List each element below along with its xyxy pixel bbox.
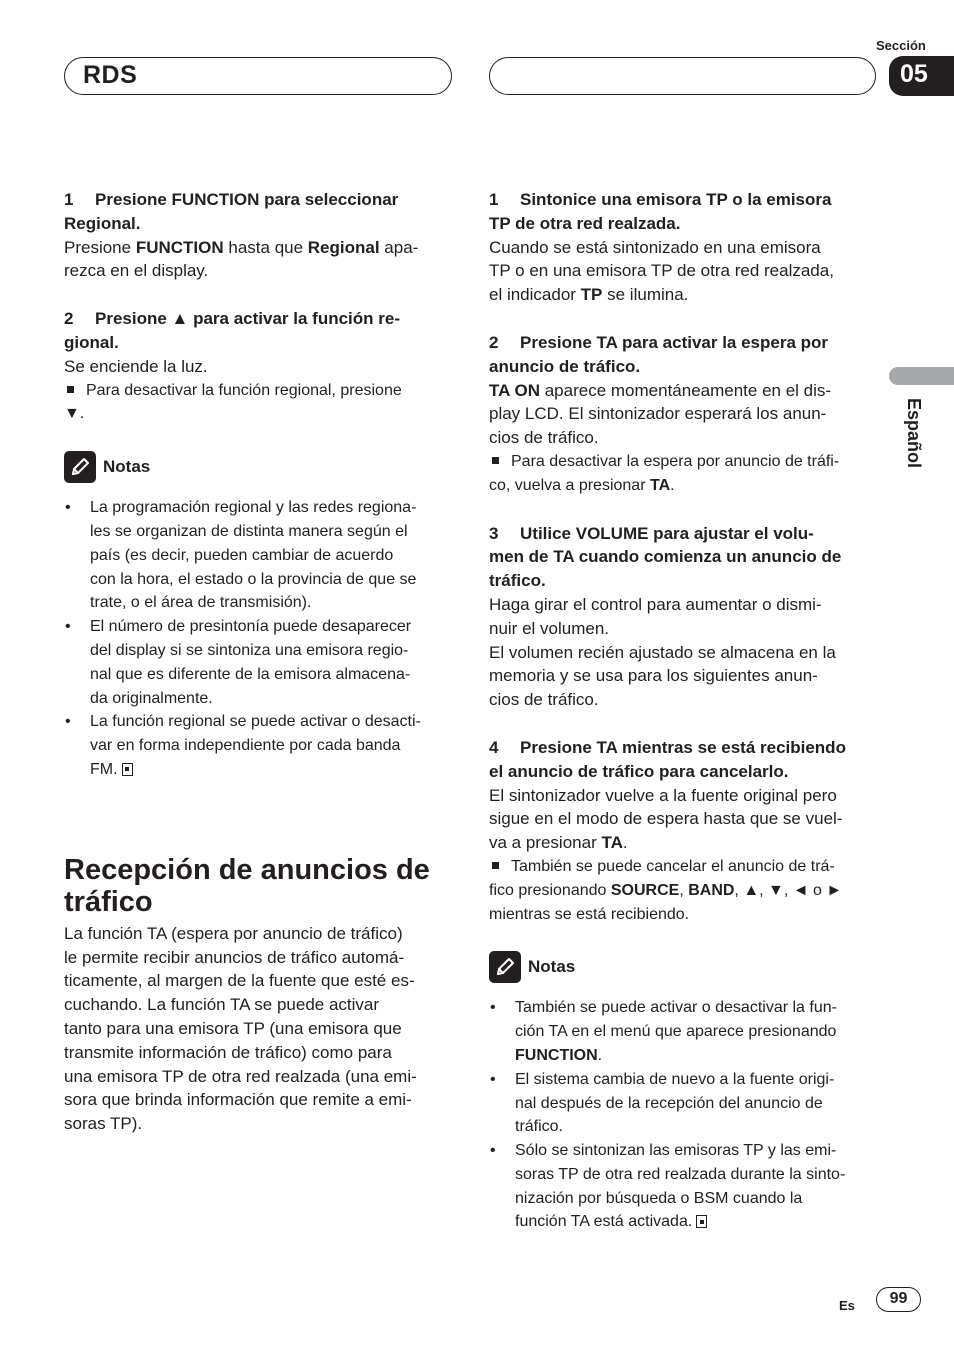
step-heading: 3 Utilice VOLUME para ajustar el volu- men de TA cuando comienza un anuncio de tráfico. xyxy=(489,523,842,591)
step-2-left xyxy=(64,307,452,426)
end-mark-icon xyxy=(696,1215,707,1228)
step-number: 2 xyxy=(489,332,499,352)
step-1-left xyxy=(64,188,452,283)
step-number: 3 xyxy=(489,523,499,543)
pencil-icon xyxy=(489,951,521,983)
header-title: RDS xyxy=(83,61,138,89)
step-4-right xyxy=(489,736,877,926)
step-subnote: Para desactivar la espera por anuncio de tráfi- co, vuelva a presionar TA. xyxy=(489,452,840,494)
step-heading: 2 Presione TA para activar la espera por anuncio de tráfico. xyxy=(489,332,829,376)
step-heading xyxy=(64,188,452,236)
step-heading-text: Regional. xyxy=(64,213,141,233)
section-body: La función TA (espera por anuncio de tráfico) le permite recibir anuncios de tráfico automá- ticamente, al margen de la fuente que esté es- cuchando. La función TA se puede activar tanto para una emisora TP (una emisora que transmite información de tráfico) como para una emisora TP de otra red realzada (una emi- sora que brinda información que remite a emi- soras TP). xyxy=(64,923,417,1134)
step-number: 1 xyxy=(489,190,499,209)
step-3-right xyxy=(489,522,877,712)
footer-language-code: Es xyxy=(839,1298,855,1313)
page-number: 99 xyxy=(889,1290,908,1307)
header-empty-frame xyxy=(489,57,876,95)
list-item: • El número de presintonía puede desaparecer del display si se sintoniza una emisora regio- nal que es diferente de la emisora almacena- da originalmente. xyxy=(64,615,452,710)
step-body: Se enciende la luz. xyxy=(64,356,208,376)
header-title-frame xyxy=(64,57,452,95)
notes-title: Notas xyxy=(103,457,151,477)
language-label: Español xyxy=(904,398,924,469)
notes-list xyxy=(64,496,452,782)
step-heading: 4 Presione TA mientras se está recibiendo el anuncio de tráfico para cancelarlo. xyxy=(489,737,846,781)
section-number: 05 xyxy=(900,60,928,88)
step-number: 2 xyxy=(64,309,74,329)
section-label: Sección xyxy=(876,38,926,53)
step-2-right xyxy=(489,331,877,498)
step-body: Haga girar el control para aumentar o dismi- nuir el volumen. El volumen recién ajustado se almacena en la memoria y se usa para los siguientes anun- cios de tráfico. xyxy=(489,594,836,710)
notes-title: Notas xyxy=(528,957,576,977)
step-number: 4 xyxy=(489,737,499,757)
traffic-section xyxy=(64,854,452,1136)
step-number: 1 xyxy=(64,190,74,209)
square-bullet-icon xyxy=(492,862,499,869)
list-item: • La programación regional y las redes regiona- les se organizan de distinta manera según el país (es decir, pueden cambiar de acuerdo con la hora, el estado o la provincia de que se trate, o el área de transmisión). xyxy=(64,496,452,615)
list-item: • El sistema cambia de nuevo a la fuente origi- nal después de la recepción del anuncio de tráfico. xyxy=(489,1068,877,1139)
notes-header xyxy=(64,450,452,484)
step-subnote: También se puede cancelar el anuncio de trá- fico presionando SOURCE, BAND, ▲, ▼, ◄ o ► mientras se está recibiendo. xyxy=(489,857,843,923)
notes-list xyxy=(489,996,877,1234)
page-number-badge xyxy=(876,1287,921,1312)
list-item: • Sólo se sintonizan las emisoras TP y las emi- soras TP de otra red realzada durante la sinto- nización por búsqueda o BSM cuando la función TA está activada. xyxy=(489,1139,877,1234)
step-heading: 2 Presione ▲ para activar la función re- gional. xyxy=(64,309,400,352)
step-1-right xyxy=(489,188,877,307)
right-column xyxy=(489,188,877,1234)
notes-header xyxy=(489,950,877,984)
language-tab xyxy=(889,367,954,385)
notes-block-right xyxy=(489,950,877,1234)
list-item: • También se puede activar o desactivar la fun- ción TA en el menú que aparece presionando FUNCTION. xyxy=(489,996,877,1067)
square-bullet-icon xyxy=(492,457,499,464)
notes-block-left xyxy=(64,450,452,782)
step-body: El sintonizador vuelve a la fuente original pero sigue en el modo de espera hasta que se vuel- va a presionar TA. xyxy=(489,785,843,853)
section-heading: Recepción de anuncios de tráfico xyxy=(64,853,430,918)
section-number-badge xyxy=(889,56,954,96)
left-column xyxy=(64,188,452,1136)
step-body: Presione FUNCTION hasta que Regional apa- rezca en el display. xyxy=(64,237,419,281)
step-body: TA ON aparece momentáneamente en el dis- play LCD. El sintonizador esperará los anun- cios de tráfico. xyxy=(489,380,832,448)
end-mark-icon xyxy=(122,763,133,776)
pencil-icon xyxy=(64,451,96,483)
square-bullet-icon xyxy=(67,386,74,393)
step-heading-text: Presione FUNCTION para seleccionar xyxy=(95,190,399,209)
step-heading: 1 Sintonice una emisora TP o la emisora TP de otra red realzada. xyxy=(489,190,832,233)
step-body: Cuando se está sintonizado en una emisora TP o en una emisora TP de otra red realzada, el indicador TP se ilumina. xyxy=(489,237,834,305)
step-subnote: Para desactivar la función regional, presione ▼. xyxy=(64,381,402,423)
list-item: • La función regional se puede activar o desacti- var en forma independiente por cada banda FM. xyxy=(64,710,452,781)
